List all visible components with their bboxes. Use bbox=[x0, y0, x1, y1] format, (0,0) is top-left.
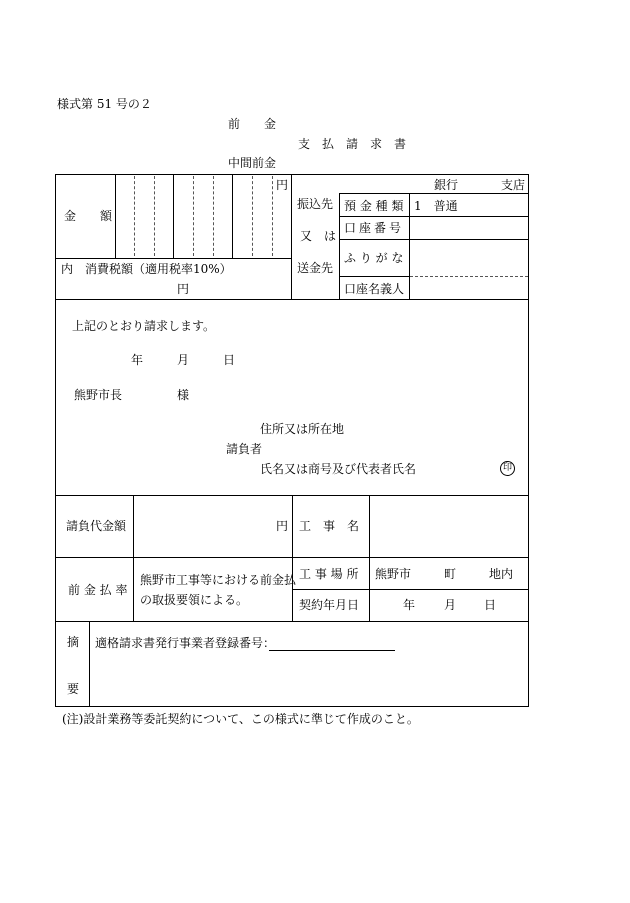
amount-yen: 円 bbox=[276, 178, 289, 192]
contract-date-month: 月 bbox=[444, 598, 457, 612]
date-year: 年 bbox=[131, 353, 144, 367]
amount-tax-divider bbox=[55, 258, 292, 259]
deposit-row-divider bbox=[339, 216, 529, 217]
title-advance: 前 金 bbox=[228, 117, 277, 131]
title-interim: 中間前金 bbox=[228, 156, 277, 170]
contract-amount-yen: 円 bbox=[276, 519, 289, 533]
work-name-label: 工 事 名 bbox=[299, 519, 360, 533]
digit-group-divider bbox=[232, 174, 233, 258]
form-number: 様式第 51 号の２ bbox=[57, 97, 152, 111]
date-day: 日 bbox=[223, 353, 236, 367]
advance-rate-text-1: 熊野市工事等における前金払 bbox=[140, 573, 297, 587]
table-border-right bbox=[528, 174, 529, 707]
deposit-type-value: 1 普通 bbox=[414, 199, 458, 213]
digit-divider bbox=[213, 176, 214, 256]
lower-label-divider bbox=[133, 495, 134, 622]
remit-label-1: 振込先 bbox=[297, 197, 334, 211]
work-site-area: 地内 bbox=[489, 567, 514, 581]
contractor-role: 請負者 bbox=[226, 442, 263, 456]
contract-date-year: 年 bbox=[403, 598, 416, 612]
lower-field-divider bbox=[369, 495, 370, 622]
remit-field-divider bbox=[409, 193, 410, 300]
advance-rate-text-2: の取扱要領による。 bbox=[140, 593, 249, 607]
branch-label: 支店 bbox=[501, 178, 526, 192]
work-site-label: 工 事 場 所 bbox=[299, 567, 359, 581]
seal-mark: 印 bbox=[500, 461, 515, 476]
mayor-honorific: 様 bbox=[177, 388, 190, 402]
tax-label: 内 消費税額（適用税率10%） bbox=[61, 262, 232, 276]
title-request: 支 払 請 求 書 bbox=[298, 137, 407, 151]
remit-label-divider bbox=[339, 193, 340, 300]
digit-group-divider bbox=[173, 174, 174, 258]
name-label-divider bbox=[339, 276, 410, 277]
address-label: 住所又は所在地 bbox=[260, 422, 345, 436]
remarks-label-divider bbox=[89, 621, 90, 707]
site-date-divider bbox=[292, 589, 529, 590]
digit-divider bbox=[252, 176, 253, 256]
request-text: 上記のとおり請求します。 bbox=[72, 319, 216, 333]
advance-rate-label: 前 金 払 率 bbox=[68, 583, 128, 597]
digit-divider bbox=[154, 176, 155, 256]
bank-label: 銀行 bbox=[434, 178, 459, 192]
remarks-label-1: 摘 bbox=[67, 635, 80, 649]
footnote: (注)設計業務等委託契約について、この様式に準じて作成のこと。 bbox=[62, 712, 419, 726]
table-border-top bbox=[55, 174, 529, 175]
contract-amount-label: 請負代金額 bbox=[66, 519, 127, 533]
amount-label-divider bbox=[115, 174, 116, 258]
contractor-name-label: 氏名又は商号及び代表者氏名 bbox=[260, 462, 417, 476]
digit-divider bbox=[193, 176, 194, 256]
upper-section-divider bbox=[55, 299, 529, 300]
tax-yen: 円 bbox=[177, 282, 190, 296]
digit-divider bbox=[272, 176, 273, 256]
table-border-left bbox=[55, 174, 56, 707]
contract-date-label: 契約年月日 bbox=[299, 598, 360, 612]
registration-number-line bbox=[269, 650, 395, 651]
account-row-divider bbox=[339, 239, 529, 240]
mayor-name: 熊野市長 bbox=[74, 388, 123, 402]
furigana-dashed-divider bbox=[410, 276, 528, 277]
table-border-bottom bbox=[55, 706, 529, 707]
account-number-label: 口座番号 bbox=[344, 221, 405, 235]
remit-label-3: 送金先 bbox=[297, 261, 334, 275]
furigana-label: ふ り が な bbox=[344, 251, 404, 265]
amount-label: 金 額 bbox=[64, 209, 113, 223]
registration-label: 適格請求書発行事業者登録番号： bbox=[95, 636, 276, 650]
digit-divider bbox=[134, 176, 135, 256]
remit-label-2: 又 は bbox=[300, 229, 337, 243]
date-month: 月 bbox=[177, 353, 190, 367]
deposit-type-label: 預 金 種 類 bbox=[344, 199, 404, 213]
lower-mid-divider bbox=[292, 495, 293, 622]
account-name-label: 口座名義人 bbox=[344, 282, 405, 296]
amount-remit-divider bbox=[291, 174, 292, 300]
contract-date-day: 日 bbox=[484, 598, 497, 612]
bank-row-divider bbox=[339, 193, 529, 194]
work-site-town: 町 bbox=[444, 567, 457, 581]
remarks-label-2: 要 bbox=[67, 682, 80, 696]
work-site-city: 熊野市 bbox=[375, 567, 412, 581]
